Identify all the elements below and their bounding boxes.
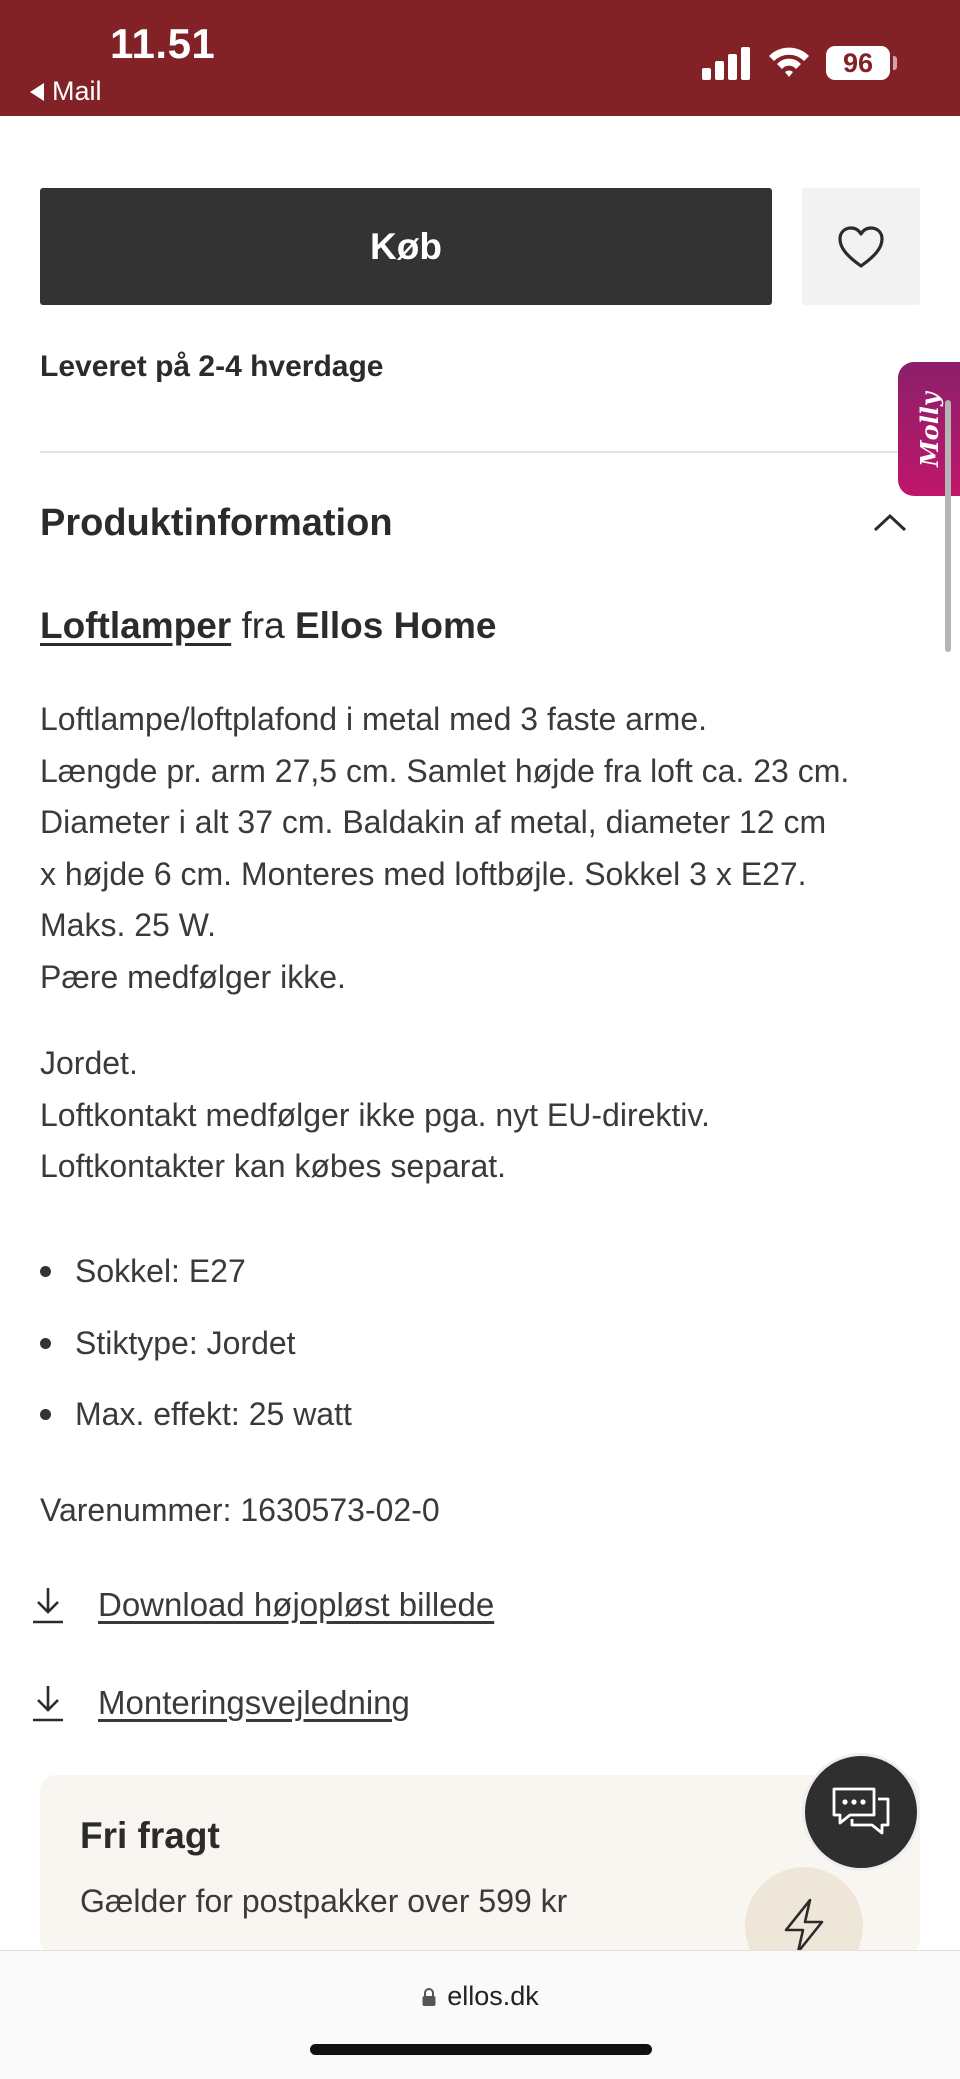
heart-icon (837, 225, 885, 269)
browser-address-bar[interactable] (0, 1950, 960, 2079)
back-arrow-icon (30, 83, 44, 101)
product-info-heading[interactable]: Produktinformation (40, 502, 393, 544)
from-text: fra (241, 605, 285, 646)
description-line: Maks. 25 W. (40, 907, 217, 943)
download-label: Download højopløst billede (98, 1586, 495, 1623)
download-icon (30, 1585, 66, 1625)
chat-icon (830, 1785, 892, 1839)
note-line: Loftkontakter kan købes separat. (40, 1148, 507, 1184)
clock: 11.51 (110, 20, 216, 67)
spec-text: Max. effekt: 25 watt (75, 1396, 352, 1432)
divider (40, 451, 920, 453)
description-line: Loftlampe/loftplafond i metal med 3 faste arme. (40, 701, 708, 737)
product-notes (40, 1038, 940, 1193)
wifi-icon (766, 44, 812, 80)
brand-name: Ellos Home (294, 605, 497, 646)
description-line: x højde 6 cm. Monteres med loftbøjle. Sokkel 3 x E27. (40, 855, 807, 892)
spec-item (40, 1253, 246, 1290)
bullet-icon (40, 1409, 51, 1420)
free-shipping-card (40, 1775, 920, 1955)
battery-indicator: 96 (826, 46, 890, 80)
back-to-mail-button[interactable] (30, 76, 102, 107)
cellular-signal-icon (702, 46, 752, 80)
description-line: Længde pr. arm 27,5 cm. Samlet højde fra loft ca. 23 cm. (40, 752, 850, 789)
download-image-link[interactable] (30, 1585, 494, 1625)
favorite-button[interactable] (802, 188, 920, 305)
url-display[interactable] (0, 1981, 960, 2012)
molly-label: Molly (914, 391, 944, 467)
category-link[interactable]: Loftlamper (40, 605, 232, 646)
spec-text: Sokkel: E27 (75, 1253, 246, 1289)
description-line: Diameter i alt 37 cm. Baldakin af metal, diameter 12 cm (40, 804, 827, 840)
shipping-title: Fri fragt (80, 1815, 220, 1856)
lightning-icon (776, 1896, 832, 1955)
sku-number: Varenummer: 1630573-02-0 (40, 1492, 440, 1528)
buy-button[interactable]: Køb (40, 188, 772, 305)
back-label: Mail (52, 76, 102, 106)
spec-item (40, 1325, 296, 1362)
delivery-time: Leveret på 2-4 hverdage (40, 350, 384, 383)
product-description (40, 694, 940, 1003)
status-bar (0, 0, 960, 116)
spec-item (40, 1396, 352, 1433)
home-indicator[interactable] (310, 2044, 652, 2055)
bullet-icon (40, 1338, 51, 1349)
download-label: Monteringsvejledning (98, 1684, 410, 1721)
note-line: Loftkontakt medfølger ikke pga. nyt EU-direktiv. (40, 1096, 710, 1133)
shipping-subtitle: Gælder for postpakker over 599 kr (80, 1883, 568, 1919)
spec-text: Stiktype: Jordet (75, 1325, 296, 1361)
download-icon (30, 1683, 66, 1723)
note-line: Jordet. (40, 1045, 138, 1081)
lock-icon (421, 1987, 437, 2007)
battery-tip (893, 56, 897, 70)
scrollbar[interactable] (945, 400, 951, 652)
mounting-guide-link[interactable] (30, 1683, 410, 1723)
chevron-up-icon[interactable] (872, 508, 908, 538)
url-text: ellos.dk (447, 1981, 539, 2011)
category-brand-line (40, 605, 496, 647)
bullet-icon (40, 1266, 51, 1277)
description-line: Pære medfølger ikke. (40, 958, 346, 995)
shipping-badge (745, 1867, 863, 1955)
chat-button[interactable] (802, 1753, 920, 1871)
